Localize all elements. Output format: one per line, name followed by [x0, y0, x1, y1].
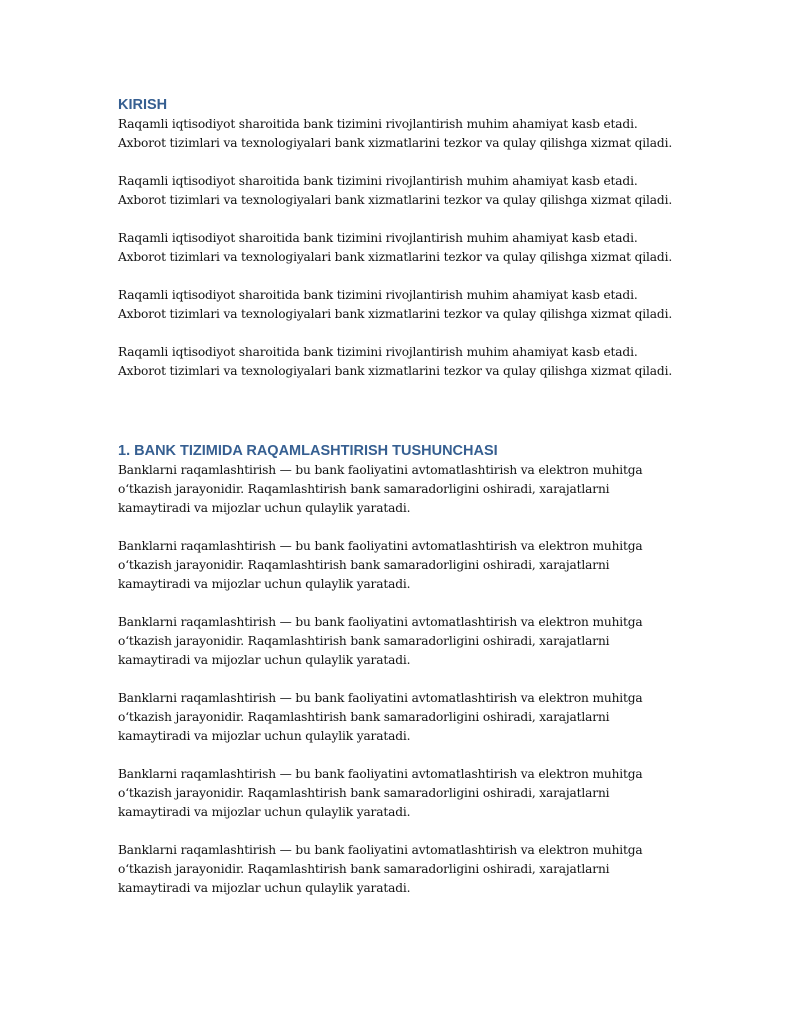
section-introduction — [118, 96, 683, 381]
paragraph: Banklarni raqamlashtirish — bu bank faoliyatini avtomatlashtirish va elektron muhitga o‘tkazish jarayonidir. Raqamlashtirish bank samaradorligini oshiradi, xarajatlarni kamaytiradi va mijozlar uchun qulaylik yaratadi. — [118, 615, 643, 667]
section-heading: KIRISH — [118, 97, 168, 113]
paragraph: Raqamli iqtisodiyot sharoitida bank tizimini rivojlantirish muhim ahamiyat kasb etadi. Axborot tizimlari va texnologiyalari bank xizmatlarini tezkor va qulay qilishga xizmat qiladi. — [118, 174, 673, 207]
section-heading: 1. BANK TIZIMIDA RAQAMLASHTIRISH TUSHUNCHASI — [118, 443, 498, 459]
paragraph: Banklarni raqamlashtirish — bu bank faoliyatini avtomatlashtirish va elektron muhitga o‘tkazish jarayonidir. Raqamlashtirish bank samaradorligini oshiradi, xarajatlarni kamaytiradi va mijozlar uchun qulaylik yaratadi. — [118, 463, 643, 515]
document-page — [118, 96, 683, 898]
paragraph: Raqamli iqtisodiyot sharoitida bank tizimini rivojlantirish muhim ahamiyat kasb etadi. Axborot tizimlari va texnologiyalari bank xizmatlarini tezkor va qulay qilishga xizmat qiladi. — [118, 345, 673, 378]
paragraph: Banklarni raqamlashtirish — bu bank faoliyatini avtomatlashtirish va elektron muhitga o‘tkazish jarayonidir. Raqamlashtirish bank samaradorligini oshiradi, xarajatlarni kamaytiradi va mijozlar uchun qulaylik yaratadi. — [118, 691, 643, 743]
paragraph: Banklarni raqamlashtirish — bu bank faoliyatini avtomatlashtirish va elektron muhitga o‘tkazish jarayonidir. Raqamlashtirish bank samaradorligini oshiradi, xarajatlarni kamaytiradi va mijozlar uchun qulaylik yaratadi. — [118, 843, 643, 895]
paragraph: Raqamli iqtisodiyot sharoitida bank tizimini rivojlantirish muhim ahamiyat kasb etadi. Axborot tizimlari va texnologiyalari bank xizmatlarini tezkor va qulay qilishga xizmat qiladi. — [118, 117, 673, 150]
paragraph: Raqamli iqtisodiyot sharoitida bank tizimini rivojlantirish muhim ahamiyat kasb etadi. Axborot tizimlari va texnologiyalari bank xizmatlarini tezkor va qulay qilishga xizmat qiladi. — [118, 288, 673, 321]
section-digitalization-concept — [118, 442, 683, 898]
paragraph: Banklarni raqamlashtirish — bu bank faoliyatini avtomatlashtirish va elektron muhitga o‘tkazish jarayonidir. Raqamlashtirish bank samaradorligini oshiradi, xarajatlarni kamaytiradi va mijozlar uchun qulaylik yaratadi. — [118, 767, 643, 819]
paragraph: Banklarni raqamlashtirish — bu bank faoliyatini avtomatlashtirish va elektron muhitga o‘tkazish jarayonidir. Raqamlashtirish bank samaradorligini oshiradi, xarajatlarni kamaytiradi va mijozlar uchun qulaylik yaratadi. — [118, 539, 643, 591]
paragraph: Raqamli iqtisodiyot sharoitida bank tizimini rivojlantirish muhim ahamiyat kasb etadi. Axborot tizimlari va texnologiyalari bank xizmatlarini tezkor va qulay qilishga xizmat qiladi. — [118, 231, 673, 264]
